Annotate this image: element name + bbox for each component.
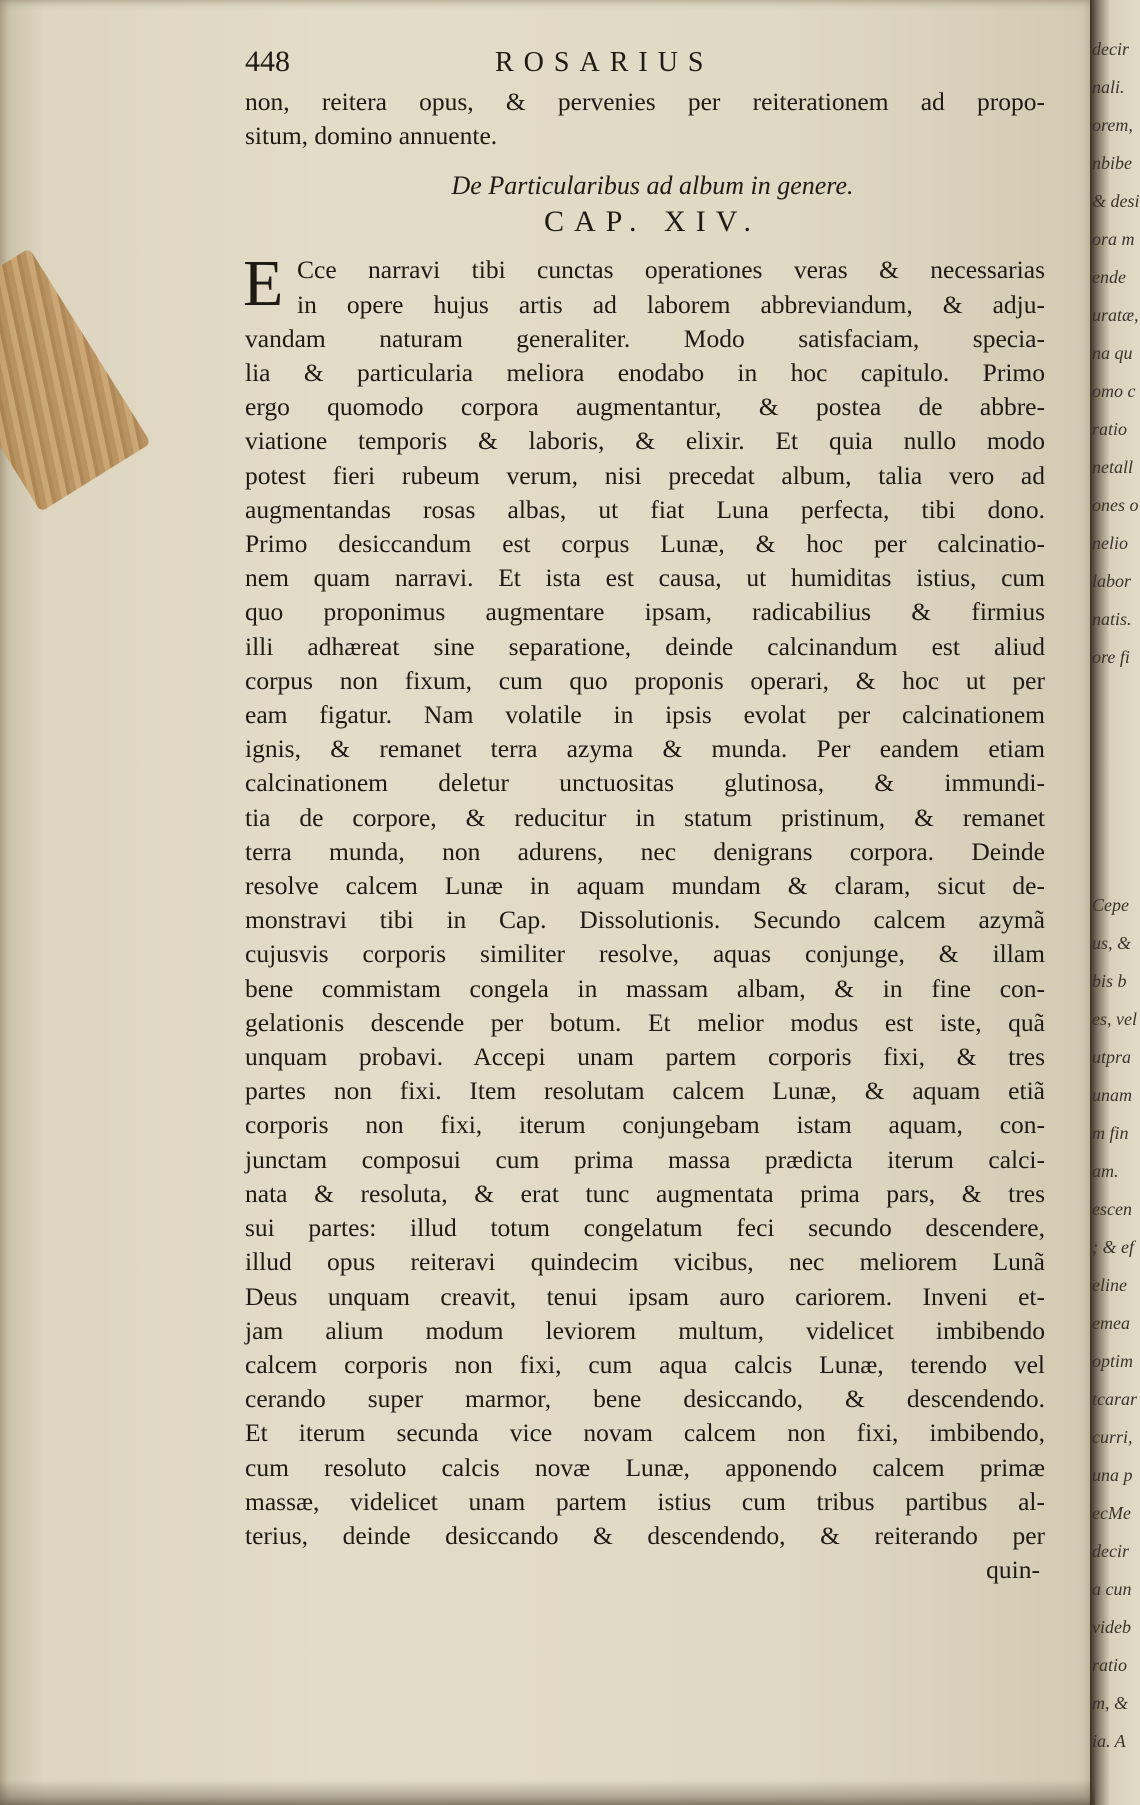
text-line: cum resoluto calcis novæ Lunæ, apponendo calcem primæ bbox=[245, 1452, 1045, 1482]
text-line: in opere hujus artis ad laborem abbreviandum, & adju- bbox=[297, 289, 1045, 319]
facing-page-fragment: labor bbox=[1092, 571, 1132, 591]
facing-page-fragment: orem, bbox=[1092, 115, 1133, 135]
page-number: 448 bbox=[245, 45, 290, 78]
text-line: ignis, & remanet terra azyma & munda. Per eandem etiam bbox=[245, 734, 1045, 764]
facing-page-fragment: Cepe bbox=[1092, 895, 1129, 915]
text-line: Deus unquam creavit, tenui ipsam auro cariorem. Inveni et- bbox=[245, 1281, 1045, 1311]
text-line: calcinationem deletur unctuositas glutinosa, & immundi- bbox=[245, 768, 1045, 798]
text-line: Et iterum secunda vice novam calcem non fixi, imbibendo, bbox=[245, 1418, 1045, 1448]
facing-page-fragment: emea bbox=[1092, 1313, 1130, 1333]
facing-page-fragment: nali. bbox=[1092, 77, 1125, 97]
text-line: gelationis descende per botum. Et melior modus est iste, quã bbox=[245, 1007, 1045, 1037]
text-line: terius, deinde desiccando & descendendo, & reiterando per bbox=[245, 1520, 1045, 1550]
text-line: lia & particularia meliora enodabo in hoc capitulo. Primo bbox=[245, 358, 1045, 388]
drop-cap: E bbox=[243, 247, 284, 321]
facing-page-fragment: m, & bbox=[1092, 1693, 1128, 1713]
text-line: tia de corpore, & reducitur in statum pristinum, & remanet bbox=[245, 802, 1045, 832]
running-title: ROSARIUS bbox=[495, 47, 714, 78]
facing-page-fragment: us, & bbox=[1092, 933, 1132, 953]
text-line: quo proponimus augmentare ipsam, radicabilius & firmius bbox=[245, 597, 1045, 627]
facing-page-fragment: ratio bbox=[1092, 419, 1128, 439]
text-line: potest fieri rubeum verum, nisi precedat album, talia vero ad bbox=[245, 460, 1045, 490]
facing-page-fragment: escen bbox=[1092, 1199, 1132, 1219]
text-line: junctam composui cum prima massa prædicta iterum calci- bbox=[245, 1144, 1045, 1174]
facing-page-fragment: es, vel bbox=[1092, 1009, 1137, 1029]
text-line: nata & resoluta, & erat tunc augmentata prima pars, & tres bbox=[245, 1178, 1045, 1208]
facing-page-fragment: utpra bbox=[1092, 1047, 1132, 1067]
facing-page-fragment: ; & ef bbox=[1092, 1237, 1134, 1257]
facing-page-gap bbox=[1092, 676, 1140, 886]
facing-page-fragment: a cun bbox=[1092, 1579, 1132, 1599]
text-line: bene commistam congela in massam albam, & in fine con- bbox=[245, 973, 1045, 1003]
text-line: resolve calcem Lunæ in aquam mundam & claram, sicut de- bbox=[245, 871, 1045, 901]
page-bottom-shadow bbox=[0, 1780, 1095, 1805]
text-line: jam alium modum leviorem multum, videlicet imbibendo bbox=[245, 1315, 1045, 1345]
text-line: sui partes: illud totum congelatum feci secundo descendere, bbox=[245, 1213, 1045, 1243]
text-line: corpus non fixum, cum quo proponis operari, & hoc ut per bbox=[245, 665, 1045, 695]
facing-page-fragment: & desi bbox=[1092, 191, 1140, 211]
text-line: monstravi tibi in Cap. Dissolutionis. Secundo calcem azymã bbox=[245, 905, 1045, 935]
catchword: quin- bbox=[986, 1555, 1040, 1585]
text-line: ergo quomodo corpora augmentantur, & postea de abbre- bbox=[245, 392, 1045, 422]
facing-page-fragment: ore fi bbox=[1092, 647, 1130, 667]
facing-page-fragment: netall bbox=[1092, 457, 1133, 477]
text-line: terra munda, non adurens, nec denigrans corpora. Deinde bbox=[245, 836, 1045, 866]
facing-page-fragment: ones o bbox=[1092, 495, 1139, 515]
facing-page-fragment: omo c bbox=[1092, 381, 1136, 401]
text-line: illi adhæreat sine separatione, deinde calcinandum est aliud bbox=[245, 631, 1045, 661]
text-line: massæ, videlicet unam partem istius cum tribus partibus al- bbox=[245, 1486, 1045, 1516]
facing-page-fragment: na qu bbox=[1092, 343, 1133, 363]
text-line: nem quam narravi. Et ista est causa, ut humiditas istius, cum bbox=[245, 563, 1045, 593]
text-line: Primo desiccandum est corpus Lunæ, & hoc per calcinatio- bbox=[245, 529, 1045, 559]
text-line: non, reitera opus, & pervenies per reiterationem ad propo- bbox=[245, 87, 1045, 116]
facing-page-fragment: tcarar bbox=[1092, 1389, 1137, 1409]
text-line: situm, domino annuente. bbox=[245, 121, 498, 151]
facing-page-fragment: ende bbox=[1092, 267, 1126, 287]
chapter-number: CAP. XIV. bbox=[544, 205, 761, 239]
facing-page-fragment: eline bbox=[1092, 1275, 1127, 1295]
facing-page-fragment: bis b bbox=[1092, 971, 1127, 991]
facing-page-fragment: uratæ, bbox=[1092, 305, 1139, 325]
facing-page-fragment: natis. bbox=[1092, 609, 1132, 629]
facing-page-fragment: optim bbox=[1092, 1351, 1134, 1371]
facing-page-fragment: ora m bbox=[1092, 229, 1135, 249]
facing-page-fragment: am. bbox=[1092, 1161, 1119, 1181]
text-line: partes non fixi. Item resolutam calcem Lunæ, & aquam etiã bbox=[245, 1076, 1045, 1106]
facing-page-fragment: unam bbox=[1092, 1085, 1132, 1105]
intro-lines bbox=[245, 85, 1060, 153]
facing-page-fragment: curri, bbox=[1092, 1427, 1133, 1447]
body-text bbox=[245, 322, 1060, 1553]
facing-page-fragment: una p bbox=[1092, 1465, 1133, 1485]
chapter-title: De Particularibus ad album in genere. bbox=[451, 171, 854, 201]
text-line: cujusvis corporis similiter resolve, aquas conjunge, & illam bbox=[245, 939, 1045, 969]
facing-page-fragment: ecMe bbox=[1092, 1503, 1131, 1523]
text-line: vandam naturam generaliter. Modo satisfaciam, specia- bbox=[245, 323, 1045, 353]
text-line: augmentandas rosas albas, ut fiat Luna perfecta, tibi dono. bbox=[245, 494, 1045, 524]
facing-page-fragment: nbibe bbox=[1092, 153, 1132, 173]
facing-page-fragment: ratio bbox=[1092, 1655, 1128, 1675]
text-line: eam figatur. Nam volatile in ipsis evolat per calcinationem bbox=[245, 700, 1045, 730]
text-line: viatione temporis & laboris, & elixir. Et quia nullo modo bbox=[245, 426, 1045, 456]
facing-page-fragment: nelio bbox=[1092, 533, 1128, 553]
facing-page-fragment: m fin bbox=[1092, 1123, 1129, 1143]
text-line: corporis non fixi, iterum conjungebam istam aquam, con- bbox=[245, 1110, 1045, 1140]
text-line: Cce narravi tibi cunctas operationes veras & necessarias bbox=[297, 255, 1045, 285]
facing-page-fragment: decir bbox=[1092, 39, 1129, 59]
page-text bbox=[245, 45, 1060, 1585]
facing-page-edge bbox=[1092, 30, 1140, 1751]
running-header bbox=[245, 45, 1060, 85]
facing-page-fragment: videb bbox=[1092, 1617, 1131, 1637]
facing-page-fragment: ia. A bbox=[1092, 1731, 1126, 1751]
facing-page-fragment: decir bbox=[1092, 1541, 1129, 1561]
text-line: illud opus reiteravi quindecim vicibus, nec meliorem Lunã bbox=[245, 1247, 1045, 1277]
text-line: cerando super marmor, bene desiccando, & descendendo. bbox=[245, 1384, 1045, 1414]
chapter-opening bbox=[243, 247, 1060, 321]
text-line: calcem corporis non fixi, cum aqua calcis Lunæ, terendo vel bbox=[245, 1349, 1045, 1379]
text-line: unquam probavi. Accepi unam partem corporis fixi, & tres bbox=[245, 1042, 1045, 1072]
